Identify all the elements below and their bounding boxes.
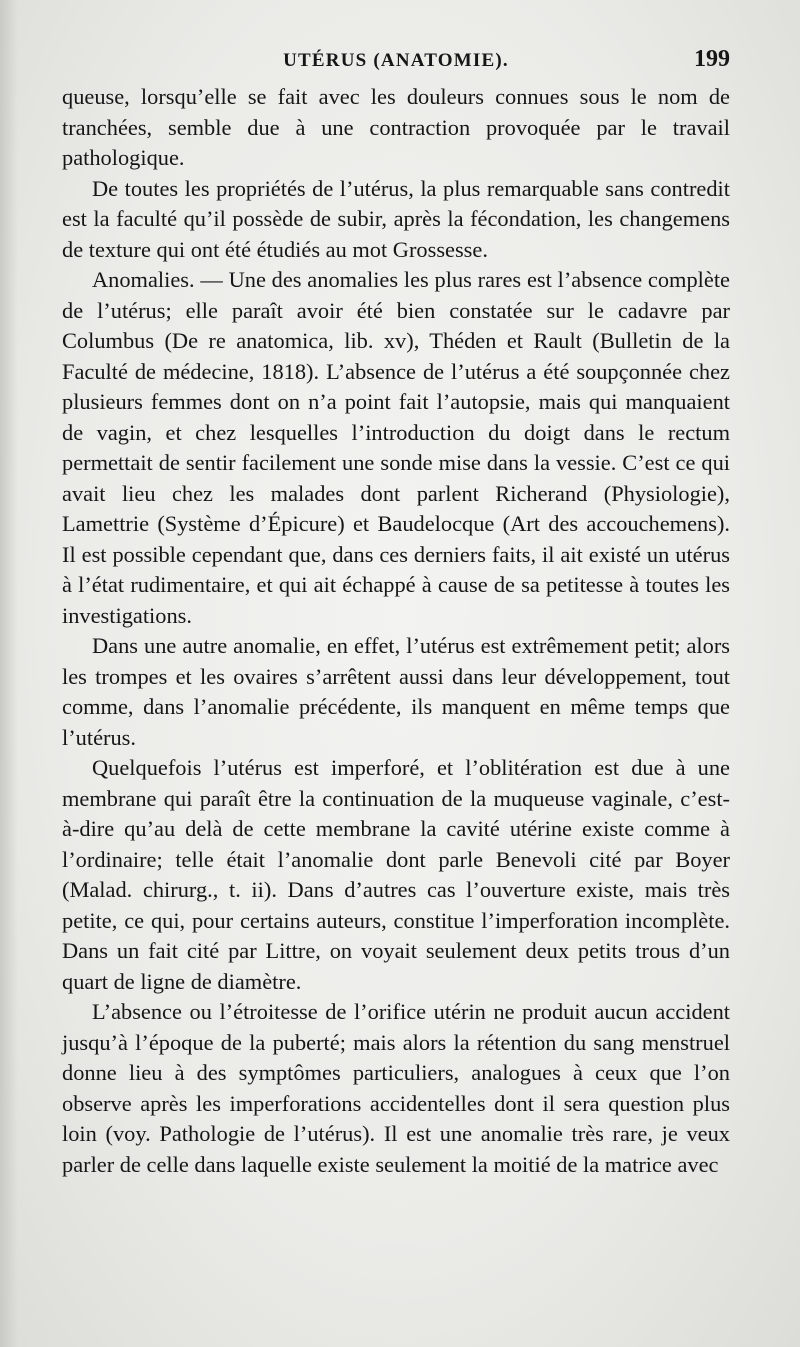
body-text <box>62 82 730 1180</box>
paragraph-5: Quelquefois l’utérus est imperforé, et l’oblitération est due à une membrane qui paraît être la continuation de la muqueuse vaginale, c’est-à-dire qu’au delà de cette membrane la cavité utérine existe comme à l’ordinaire; telle était l’anomalie dont parle Benevoli cité par Boyer (Malad. chirurg., t. ii). Dans d’autres cas l’ouverture existe, mais très petite, ce qui, pour certains auteurs, constitue l’imperforation incomplète. Dans un fait cité par Littre, on voyait seulement deux petits trous d’un quart de ligne de diamètre. <box>62 755 730 994</box>
paragraph-1: queuse, lorsqu’elle se fait avec les douleurs connues sous le nom de tranchées, semble due à une contraction provoquée par le travail pathologique. <box>62 84 730 170</box>
paragraph-6: L’absence ou l’étroitesse de l’orifice utérin ne produit aucun accident jusqu’à l’époque de la puberté; mais alors la rétention du sang menstruel donne lieu à des symptômes particuliers, analogues à ceux que l’on observe après les imperforations accidentelles dont il sera question plus loin (voy. Pathologie de l’utérus). Il est une anomalie très rare, je veux parler de celle dans laquelle existe seulement la moitié de la matrice avec <box>62 999 730 1177</box>
paragraph-anomalies: Anomalies. — Une des anomalies les plus rares est l’absence complète de l’utérus; elle paraît avoir été bien constatée sur le cadavre par Columbus (De re anatomica, lib. xv), Théden et Rault (Bulletin de la Faculté de médecine, 1818). L’absence de l’utérus a été soupçonnée chez plusieurs femmes dont on n’a point fait l’autopsie, mais qui manquaient de vagin, et chez lesquelles l’introduction du doigt dans le rectum permettait de sentir facilement une sonde mise dans la vessie. C’est ce qui avait lieu chez les malades dont parlent Richerand (Physiologie), Lamettrie (Système d’Épicure) et Baudelocque (Art des accouchemens). Il est possible cependant que, dans ces derniers faits, il ait existé un utérus à l’état rudimentaire, et qui ait échappé à cause de sa petitesse à toutes les investigations. <box>62 267 730 628</box>
running-title: UTÉRUS (ANATOMIE). <box>283 50 509 71</box>
paragraph-4: Dans une autre anomalie, en effet, l’utérus est extrêmement petit; alors les trompes et les ovaires s’arrêtent aussi dans leur développement, tout comme, dans l’anomalie précédente, ils manquent en même temps que l’utérus. <box>62 633 730 750</box>
paragraph-2: De toutes les propriétés de l’utérus, la plus remarquable sans contredit est la faculté qu’il possède de subir, après la fécondation, les changemens de texture qui ont été étudiés au mot Grossesse. <box>62 175 730 262</box>
running-header <box>62 44 730 80</box>
page-edge-shadow <box>0 0 18 1347</box>
page-number: 199 <box>694 46 730 72</box>
